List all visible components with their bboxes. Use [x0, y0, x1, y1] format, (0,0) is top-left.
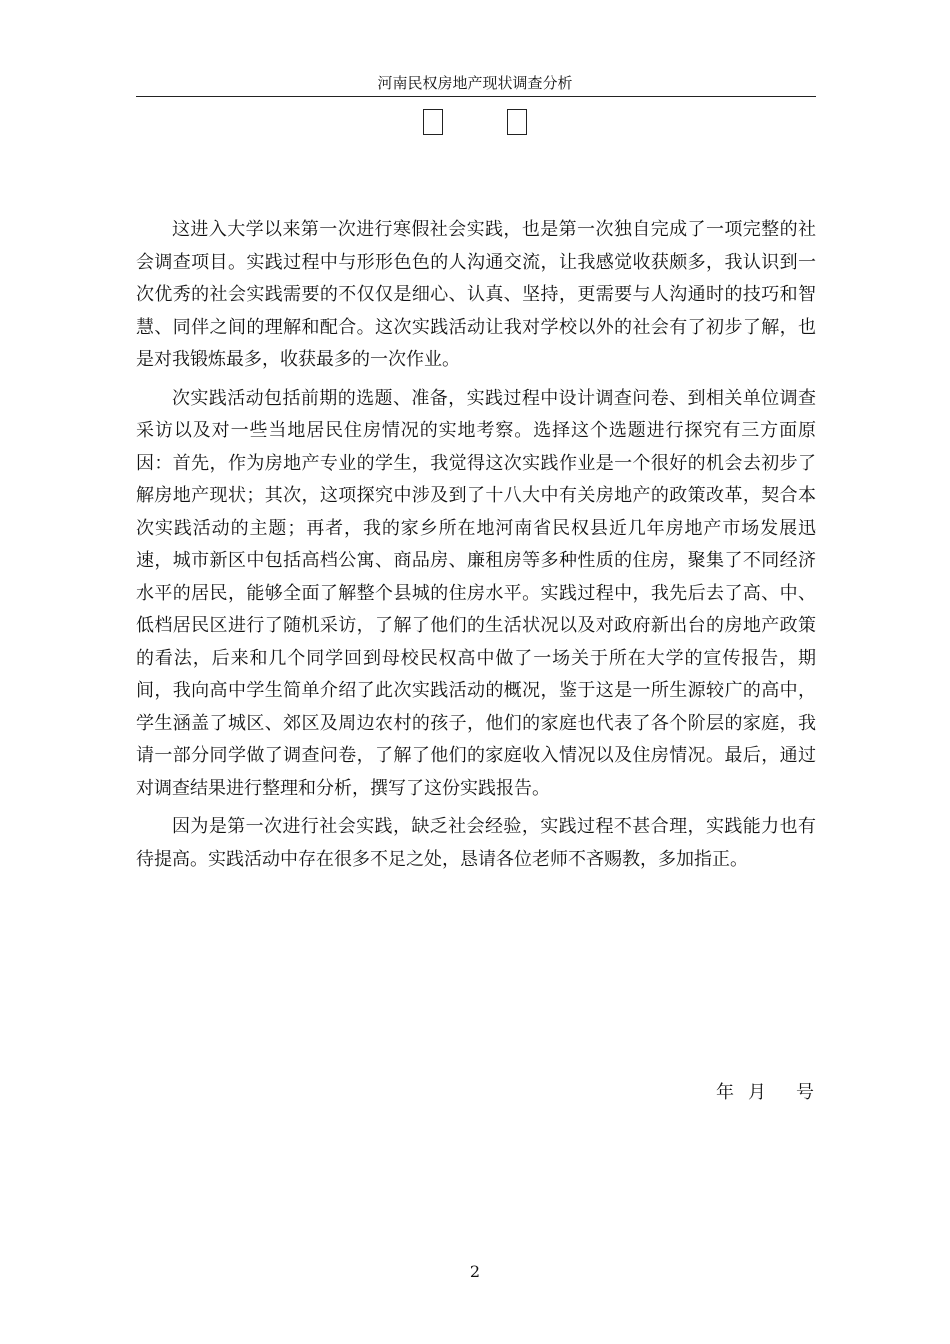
title-glyph-box	[507, 109, 527, 135]
page-title	[0, 106, 950, 135]
date-year: 年	[716, 1082, 734, 1103]
paragraph: 这进入大学以来第一次进行寒假社会实践，也是第一次独自完成了一项完整的社会调查项目。实践过程中与形形色色的人沟通交流，让我感觉收获颇多，我认识到一次优秀的社会实践需要的不仅仅是细心、认真、坚持，更需要与人沟通时的技巧和智慧、同伴之间的理解和配合。这次实践活动让我对学校以外的社会有了初步了解，也是对我锻炼最多，收获最多的一次作业。	[136, 219, 816, 370]
paragraph: 因为是第一次进行社会实践，缺乏社会经验，实践过程不甚合理，实践能力也有待提高。实践活动中存在很多不足之处，恳请各位老师不吝赐教，多加指正。	[136, 816, 816, 870]
date-month: 月	[748, 1082, 766, 1103]
date-line	[702, 1078, 814, 1104]
paragraph: 次实践活动包括前期的选题、准备，实践过程中设计调查问卷、到相关单位调查采访以及对一些当地居民住房情况的实地考察。选择这个选题进行探究有三方面原因：首先，作为房地产专业的学生，我觉得这次实践作业是一个很好的机会去初步了解房地产现状；其次，这项探究中涉及到了十八大中有关房地产的政策改革，契合本次实践活动的主题；再者，我的家乡所在地河南省民权县近几年房地产市场发展迅速，城市新区中包括高档公寓、商品房、廉租房等多种性质的住房，聚集了不同经济水平的居民，能够全面了解整个县城的住房水平。实践过程中，我先后去了高、中、低档居民区进行了随机采访，了解了他们的生活状况以及对政府新出台的房地产政策的看法，后来和几个同学回到母校民权高中做了一场关于所在大学的宣传报告，期间，我向高中学生简单介绍了此次实践活动的概况，鉴于这是一所生源较广的高中，学生涵盖了城区、郊区及周边农村的孩子，他们的家庭也代表了各个阶层的家庭，我请一部分同学做了调查问卷，了解了他们的家庭收入情况以及住房情况。最后，通过对调查结果进行整理和分析，撰写了这份实践报告。	[136, 387, 816, 799]
page-number: 2	[469, 1262, 481, 1281]
running-header: 河南民权房地产现状调查分析	[377, 74, 573, 92]
document-body	[136, 214, 816, 882]
title-glyph-box	[423, 109, 443, 135]
date-day: 号	[796, 1082, 814, 1103]
header-rule	[136, 96, 816, 97]
